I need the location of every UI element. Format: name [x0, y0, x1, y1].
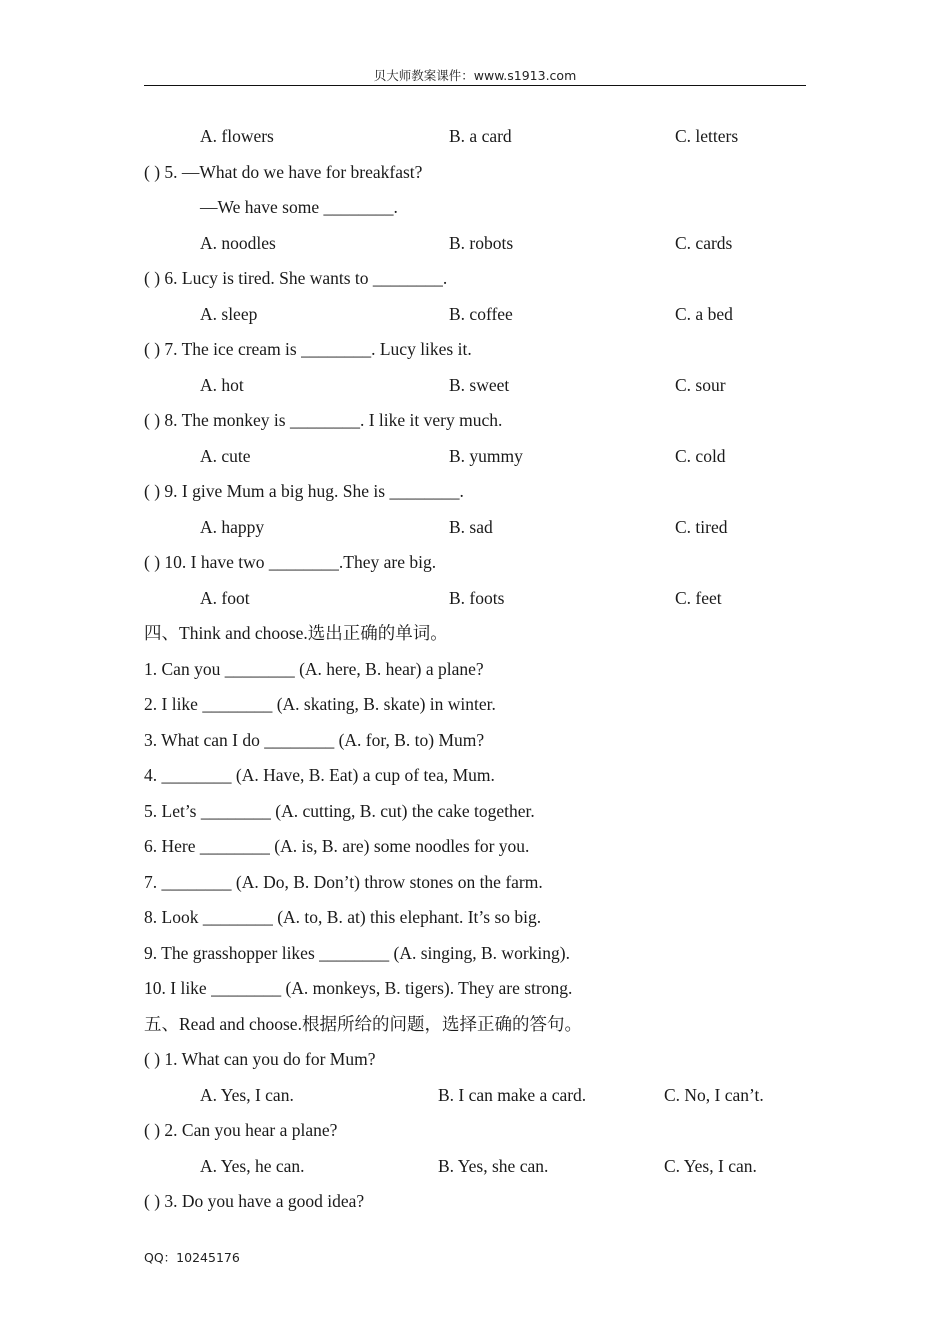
question-line: 7. ________ (A. Do, B. Don’t) throw stones on the farm. [144, 871, 543, 892]
options-row [144, 1149, 824, 1185]
option-b: B. sad [449, 516, 493, 537]
options-row [144, 510, 824, 546]
question-line: 9. The grasshopper likes ________ (A. singing, B. working). [144, 942, 570, 963]
question-line: ( ) 2. Can you hear a plane? [144, 1120, 338, 1140]
option-b: B. yummy [449, 445, 523, 466]
answer-line: —We have some ________. [200, 197, 398, 217]
question-line: 10. I like ________ (A. monkeys, B. tigers). They are strong. [144, 978, 573, 998]
question-line: ( ) 6. Lucy is tired. She wants to ________. [144, 268, 448, 288]
options-row [144, 368, 824, 404]
option-a: A. Yes, he can. [200, 1155, 305, 1176]
question-line: ( ) 3. Do you have a good idea? [144, 1191, 365, 1211]
option-c: C. Yes, I can. [664, 1155, 757, 1176]
option-a: A. sleep [200, 303, 258, 324]
option-a: A. noodles [200, 232, 276, 253]
option-c: C. cards [675, 232, 733, 253]
question-line: 6. Here ________ (A. is, B. are) some noodles for you. [144, 836, 530, 856]
page-header: 贝大师教案课件：www.s1913.com [373, 68, 577, 83]
option-c: C. cold [675, 445, 726, 466]
option-a: A. cute [200, 445, 251, 466]
question-line: 8. Look ________ (A. to, B. at) this elephant. It’s so big. [144, 907, 542, 927]
question-line: ( ) 8. The monkey is ________. I like it very much. [144, 410, 503, 430]
question-line: ( ) 9. I give Mum a big hug. She is ________. [144, 481, 464, 501]
question-line: ( ) 5. —What do we have for breakfast? [144, 161, 423, 182]
option-c: C. feet [675, 587, 722, 608]
option-a: A. hot [200, 374, 244, 395]
option-b: B. Yes, she can. [438, 1155, 549, 1176]
option-a: A. flowers [200, 126, 274, 146]
option-b: B. I can make a card. [438, 1084, 587, 1105]
question-line: 3. What can I do ________ (A. for, B. to) Mum? [144, 729, 485, 750]
question-line: 四、Think and choose.选出正确的单词。 [144, 623, 448, 643]
option-c: C. sour [675, 374, 726, 395]
option-c: C. a bed [675, 303, 733, 324]
option-a: A. happy [200, 516, 265, 537]
option-c: C. No, I can’t. [664, 1084, 764, 1105]
option-b: B. sweet [449, 374, 510, 395]
option-a: A. Yes, I can. [200, 1084, 294, 1105]
question-line: 2. I like ________ (A. skating, B. skate) in winter. [144, 694, 496, 714]
option-c: C. letters [675, 126, 739, 146]
question-line: 5. Let’s ________ (A. cutting, B. cut) the cake together. [144, 800, 535, 821]
option-b: B. robots [449, 232, 514, 253]
question-line: 1. Can you ________ (A. here, B. hear) a plane? [144, 658, 484, 679]
header-rule [144, 85, 806, 86]
option-c: C. tired [675, 516, 728, 537]
options-row [144, 226, 824, 262]
option-b: B. a card [449, 126, 512, 146]
question-line: ( ) 7. The ice cream is ________. Lucy likes it. [144, 339, 472, 359]
option-a: A. foot [200, 587, 250, 608]
question-line: ( ) 10. I have two ________.They are big. [144, 552, 437, 572]
worksheet-body [144, 119, 824, 1220]
option-b: B. coffee [449, 303, 513, 324]
option-b: B. foots [449, 587, 505, 608]
question-line: 五、Read and choose.根据所给的问题，选择正确的答句。 [144, 1013, 582, 1034]
page-footer: QQ：10245176 [144, 1250, 240, 1265]
options-row [144, 439, 824, 475]
options-row [144, 581, 824, 617]
options-row [144, 1078, 824, 1114]
question-line: 4. ________ (A. Have, B. Eat) a cup of tea, Mum. [144, 765, 495, 785]
question-line: ( ) 1. What can you do for Mum? [144, 1049, 376, 1069]
options-row [144, 297, 824, 333]
options-row [144, 119, 824, 155]
